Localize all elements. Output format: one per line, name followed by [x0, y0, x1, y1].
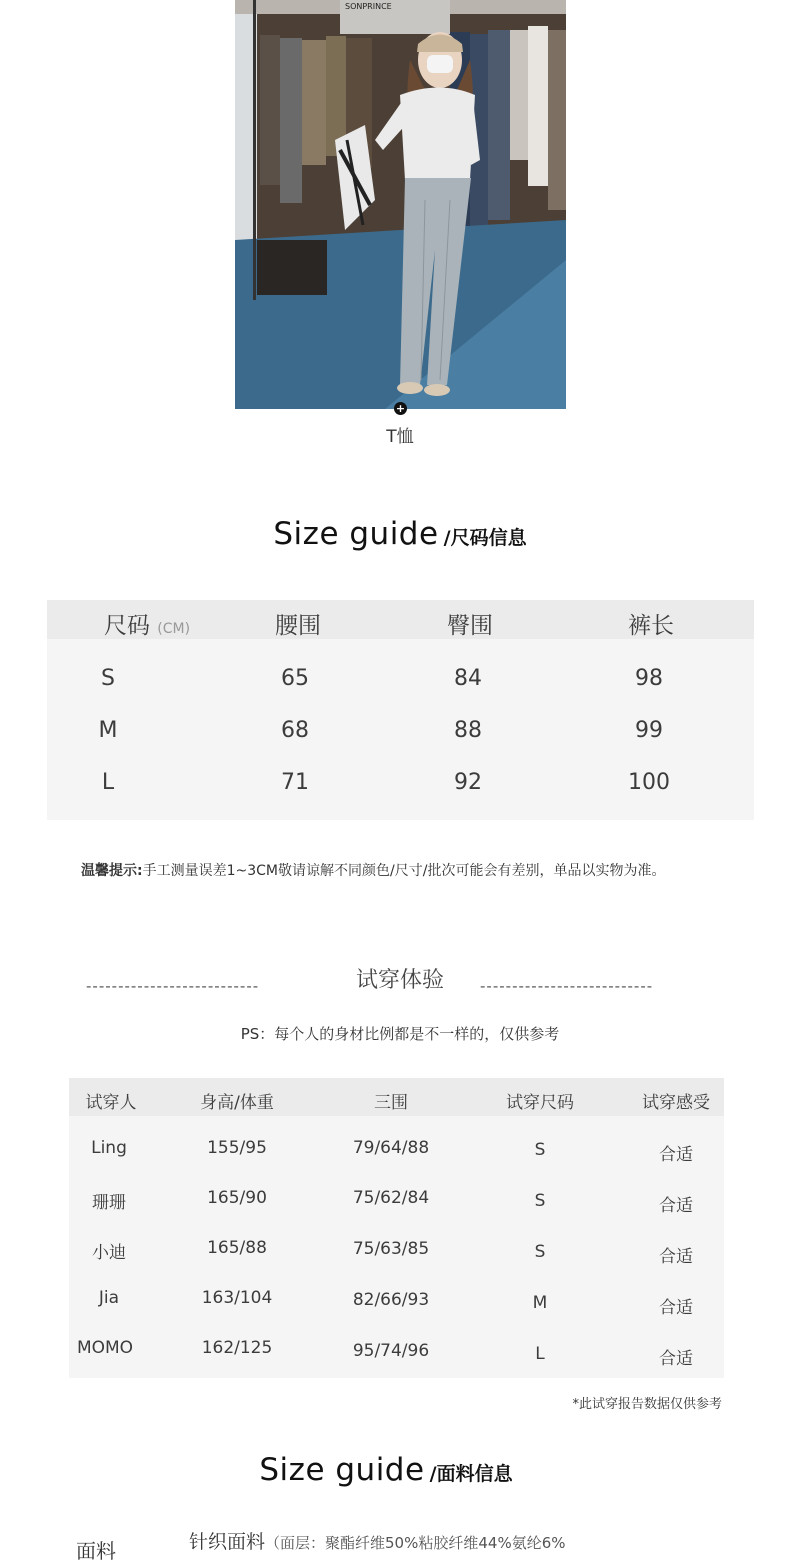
- waist-cell: 71: [281, 770, 309, 795]
- hip-cell: 92: [454, 770, 482, 795]
- tried-size-cell: S: [534, 1242, 546, 1262]
- size-guide-subtitle: /尺码信息: [443, 527, 527, 549]
- size-chart-table: [47, 600, 754, 820]
- header-measurements: 三围: [374, 1093, 408, 1113]
- divider-right: ---------------------------: [480, 977, 654, 995]
- hip-cell: 88: [454, 718, 482, 743]
- tried-size-cell: S: [534, 1191, 546, 1211]
- header-feeling: 试穿感受: [642, 1093, 710, 1113]
- tried-size-cell: M: [532, 1293, 548, 1313]
- tester-cell: MOMO: [76, 1338, 134, 1358]
- feeling-cell: 合适: [659, 1298, 693, 1318]
- header-length: 裤长: [628, 613, 674, 639]
- header-size: [67, 607, 227, 640]
- fabric-composition: （面层：聚酯纤维50%粘胶纤维44%氨纶6%: [265, 1534, 566, 1552]
- product-photo: [235, 0, 566, 409]
- size-guide-title: Size guide: [273, 516, 439, 552]
- divider-left: ---------------------------: [86, 977, 260, 995]
- tryon-table: [69, 1078, 724, 1378]
- fabric-guide-subtitle: /面料信息: [429, 1463, 513, 1485]
- height-weight-cell: 155/95: [207, 1138, 267, 1158]
- height-weight-cell: 162/125: [201, 1338, 273, 1358]
- tryon-ps-note: PS：每个人的身材比例都是不一样的，仅供参考: [240, 1025, 560, 1043]
- waist-cell: 65: [281, 666, 309, 691]
- tried-size-cell: L: [535, 1344, 545, 1364]
- product-tag-label: T恤: [386, 427, 414, 447]
- measurements-cell: 79/64/88: [352, 1138, 430, 1158]
- hotspot-plus-icon[interactable]: +: [395, 402, 406, 415]
- tester-cell: 珊珊: [92, 1193, 126, 1213]
- header-hip: 臀围: [447, 613, 493, 639]
- measurement-tip: [81, 860, 665, 880]
- tester-cell: Jia: [98, 1288, 120, 1308]
- measurements-cell: 75/62/84: [352, 1188, 430, 1208]
- measurements-cell: 75/63/85: [352, 1239, 430, 1259]
- header-tried-size: 试穿尺码: [506, 1093, 574, 1113]
- size-cell: M: [98, 718, 118, 743]
- height-weight-cell: 163/104: [201, 1288, 273, 1308]
- size-guide-heading: [0, 516, 800, 552]
- tip-text: 手工测量误差1~3CM敬请谅解不同颜色/尺寸/批次可能会有差别，单品以实物为准。: [142, 863, 666, 879]
- size-cell: L: [101, 770, 115, 795]
- tried-size-cell: S: [534, 1140, 546, 1160]
- measurements-cell: 82/66/93: [352, 1290, 430, 1310]
- fabric-guide-title: Size guide: [259, 1452, 425, 1488]
- height-weight-cell: 165/90: [207, 1188, 267, 1208]
- feeling-cell: 合适: [659, 1349, 693, 1369]
- header-unit-label: (CM): [157, 621, 191, 637]
- header-height-weight: 身高/体重: [200, 1093, 274, 1113]
- length-cell: 99: [635, 718, 663, 743]
- measurements-cell: 95/74/96: [352, 1341, 430, 1361]
- feeling-cell: 合适: [659, 1145, 693, 1165]
- fabric-value: [189, 1527, 566, 1554]
- fabric-type: 针织面料: [189, 1531, 266, 1553]
- length-cell: 100: [628, 770, 670, 795]
- length-cell: 98: [635, 666, 663, 691]
- fabric-label: 面料: [76, 1539, 116, 1563]
- svg-text:SONPRINCE: SONPRINCE: [345, 2, 392, 11]
- header-tester: 试穿人: [85, 1093, 137, 1113]
- waist-cell: 68: [281, 718, 309, 743]
- feeling-cell: 合适: [659, 1196, 693, 1216]
- header-waist: 腰围: [275, 613, 321, 639]
- tryon-report-note: *此试穿报告数据仅供参考: [572, 1397, 722, 1412]
- header-size-label: 尺码: [103, 613, 150, 639]
- tryon-title: 试穿体验: [355, 968, 444, 993]
- tip-label: 温馨提示:: [81, 863, 143, 879]
- hip-cell: 84: [454, 666, 482, 691]
- feeling-cell: 合适: [659, 1247, 693, 1267]
- tester-cell: Ling: [91, 1138, 127, 1158]
- tester-cell: 小迪: [92, 1243, 126, 1263]
- fabric-guide-heading: [0, 1452, 786, 1488]
- height-weight-cell: 165/88: [207, 1238, 267, 1258]
- size-cell: S: [101, 666, 115, 691]
